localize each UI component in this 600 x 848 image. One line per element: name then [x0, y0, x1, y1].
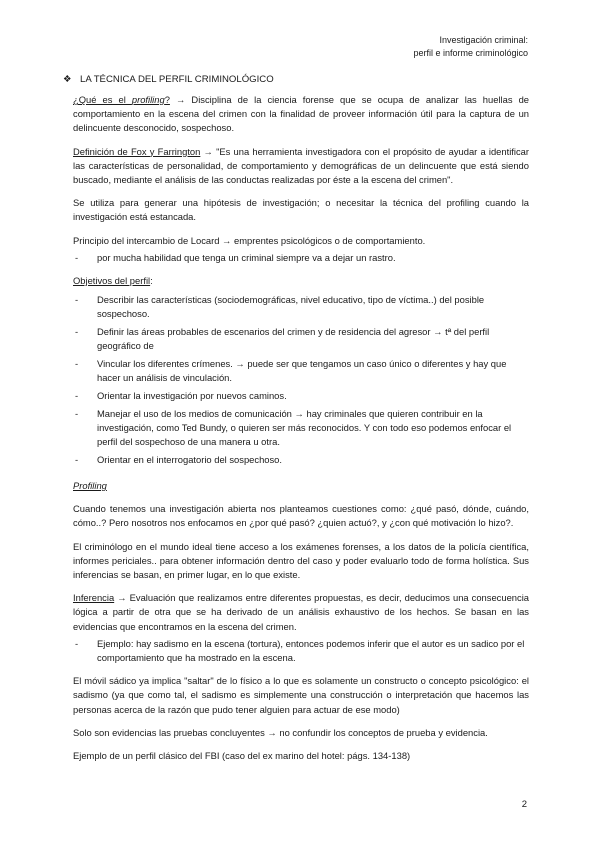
header-line-2: perfil e informe criminológico [413, 48, 528, 58]
page-header [413, 34, 528, 60]
list-item: - Ejemplo: hay sadismo en la escena (tortura), entonces podemos inferir que el autor es un sadico por el comportamiento que ha mostrado en la escena. [73, 637, 529, 665]
inference-list [73, 637, 529, 665]
paragraph-criminologist: El criminólogo en el mundo ideal tiene acceso a los exámenes forenses, a los datos de la policía científica, informes periciales.. para obtener información dentro del caso y poder evaluarlo todo de forma holística. Sus inferencias se basan, en primer lugar, en lo que existe. [73, 540, 529, 580]
page-number: 2 [521, 799, 527, 810]
list-item: - Definir las áreas probables de escenarios del crimen y de residencia del agresor → tª del perfil geográfico de [73, 325, 529, 353]
paragraph-questions: Cuando tenemos una investigación abierta nos planteamos cuestiones como: ¿qué pasó, dónde, cuándo, cómo..? Pero nosotros nos enfocamos en ¿por qué pasó? ¿quien actuó?, y ¿con qué motivación lo hizo?. [73, 503, 529, 529]
paragraph-text: → Disciplina de la ciencia forense que se ocupa de analizar las huellas de comportamiento en la escena del crimen con la finalidad de proveer información útil para la captura de un delincuente desconocido, sospechoso. [73, 94, 529, 134]
list-item: - Orientar la investigación por nuevos caminos. [73, 389, 529, 403]
term-inferencia: Inferencia [73, 592, 115, 604]
objectives-list [73, 293, 529, 467]
profiling-heading [73, 479, 529, 493]
paragraph-text: → "Es una herramienta investigadora con el propósito de ayudar a identificar las características de personalidad, de comportamiento y demográficas de un delincuente que está siendo buscado, mediante el análisis de las conductas realizadas por éste a la escena del crimen". [73, 145, 529, 186]
list-item: - Describir las características (sociodemográficas, nivel educativo, tipo de víctima..) del posible sospechoso. [73, 293, 529, 321]
objectives-colon: : [150, 275, 153, 287]
locard-list [73, 251, 529, 265]
list-item: - Orientar en el interrogatorio del sospechoso. [73, 453, 529, 467]
question-suffix: ? [164, 94, 170, 105]
term-fox-farrington: Definición de Fox y Farrington [73, 145, 201, 157]
objectives-heading [73, 274, 529, 288]
paragraph-locard: Principio del intercambio de Locard → emprentes psicológicos o de comportamiento. [73, 234, 426, 246]
objectives-heading-text: Objetivos del perfil [73, 275, 151, 287]
paragraph-fbi-example: Ejemplo de un perfil clásico del FBI (caso del ex marino del hotel: págs. 134-138) [73, 750, 411, 762]
paragraph-sadistic-motive: El móvil sádico ya implica "saltar" de lo físico a lo que es solamente un constructo o concepto psicológico: el sadismo (ya que como tal, el sadismo es simplemente una construcción o interpretación que hacemos las personas acerca de la razón que pudo tener alguien para actuar de ese modo) [73, 675, 529, 715]
document-body [73, 93, 529, 772]
question-prefix: ¿Qué es el [73, 94, 132, 105]
section-title-text: LA TÉCNICA DEL PERFIL CRIMINOLÓGICO [80, 74, 274, 85]
paragraph-evidence: Solo son evidencias las pruebas concluyentes → no confundir los conceptos de prueba y evidencia. [73, 726, 488, 738]
paragraph-profiling-definition [73, 93, 529, 136]
paragraph-fox-farrington [73, 145, 529, 188]
list-item: - por mucha habilidad que tenga un criminal siempre va a dejar un rastro. [73, 251, 529, 265]
paragraph-text: → Evaluación que realizamos entre diferentes propuestas, es decir, deducimos una consecuencia lógica a partir de otra que se ha derivado de un análisis exhaustivo de los hechos. Se basan en las evidencias que encontramos en la escena del crimen. [73, 592, 529, 632]
term-profiling: profiling [131, 94, 165, 105]
paragraph-inference [73, 591, 529, 634]
diamond-bullet-icon: ❖ [63, 74, 72, 85]
section-title [63, 74, 274, 85]
list-item: - Manejar el uso de los medios de comunicación → hay criminales que quieren contribuir en la investigación, como Ted Bundy, o quieren ser más reconocidos. Y con todo eso podemos enfocar el perfil del sospechoso de una manera u otra. [73, 407, 529, 450]
list-item: - Vincular los diferentes crímenes. → puede ser que tengamos un caso único o diferentes y hay que hacer un análisis de vinculación. [73, 357, 529, 385]
paragraph-hypothesis: Se utiliza para generar una hipótesis de investigación; o necesitar la técnica del profiling cuando la investigación está estancada. [73, 197, 529, 223]
profiling-heading-text: Profiling [73, 479, 107, 491]
header-line-1: Investigación criminal: [439, 35, 528, 45]
